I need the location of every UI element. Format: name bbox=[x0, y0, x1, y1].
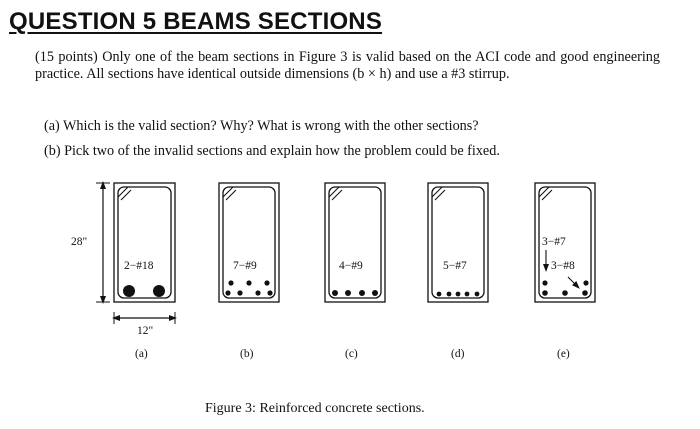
height-label: 28" bbox=[71, 236, 88, 248]
section-d-letter: (d) bbox=[451, 348, 465, 360]
section-b-label: 7−#9 bbox=[233, 260, 257, 272]
section-d bbox=[428, 183, 488, 302]
question-part-a: (a) Which is the valid section? Why? What is wrong with the other sections? bbox=[44, 118, 479, 134]
question-intro: (15 points) Only one of the beam sections in Figure 3 is valid based on the ACI code and good engineering practice. All sections have identical outside dimensions (b × h) and use a #3 stirrup. bbox=[35, 49, 660, 82]
section-d-label: 5−#7 bbox=[443, 260, 467, 272]
section-e-label: 3−#8 bbox=[551, 260, 575, 272]
section-c-letter: (c) bbox=[345, 348, 358, 360]
section-e-letter: (e) bbox=[557, 348, 570, 360]
height-dimension bbox=[96, 183, 110, 302]
section-c-label: 4−#9 bbox=[339, 260, 363, 272]
section-c bbox=[325, 183, 385, 302]
section-b-letter: (b) bbox=[240, 348, 254, 360]
question-title: QUESTION 5 BEAMS SECTIONS bbox=[9, 8, 383, 35]
section-e-top-label: 3−#7 bbox=[542, 236, 566, 248]
section-b bbox=[219, 183, 279, 302]
figure-caption: Figure 3: Reinforced concrete sections. bbox=[205, 401, 425, 416]
section-a-label: 2−#18 bbox=[124, 260, 154, 272]
section-a-letter: (a) bbox=[135, 348, 148, 360]
width-dimension bbox=[114, 312, 175, 324]
width-label: 12" bbox=[137, 325, 154, 337]
question-part-b: (b) Pick two of the invalid sections and explain how the problem could be fixed. bbox=[44, 143, 500, 159]
section-a bbox=[114, 183, 175, 302]
